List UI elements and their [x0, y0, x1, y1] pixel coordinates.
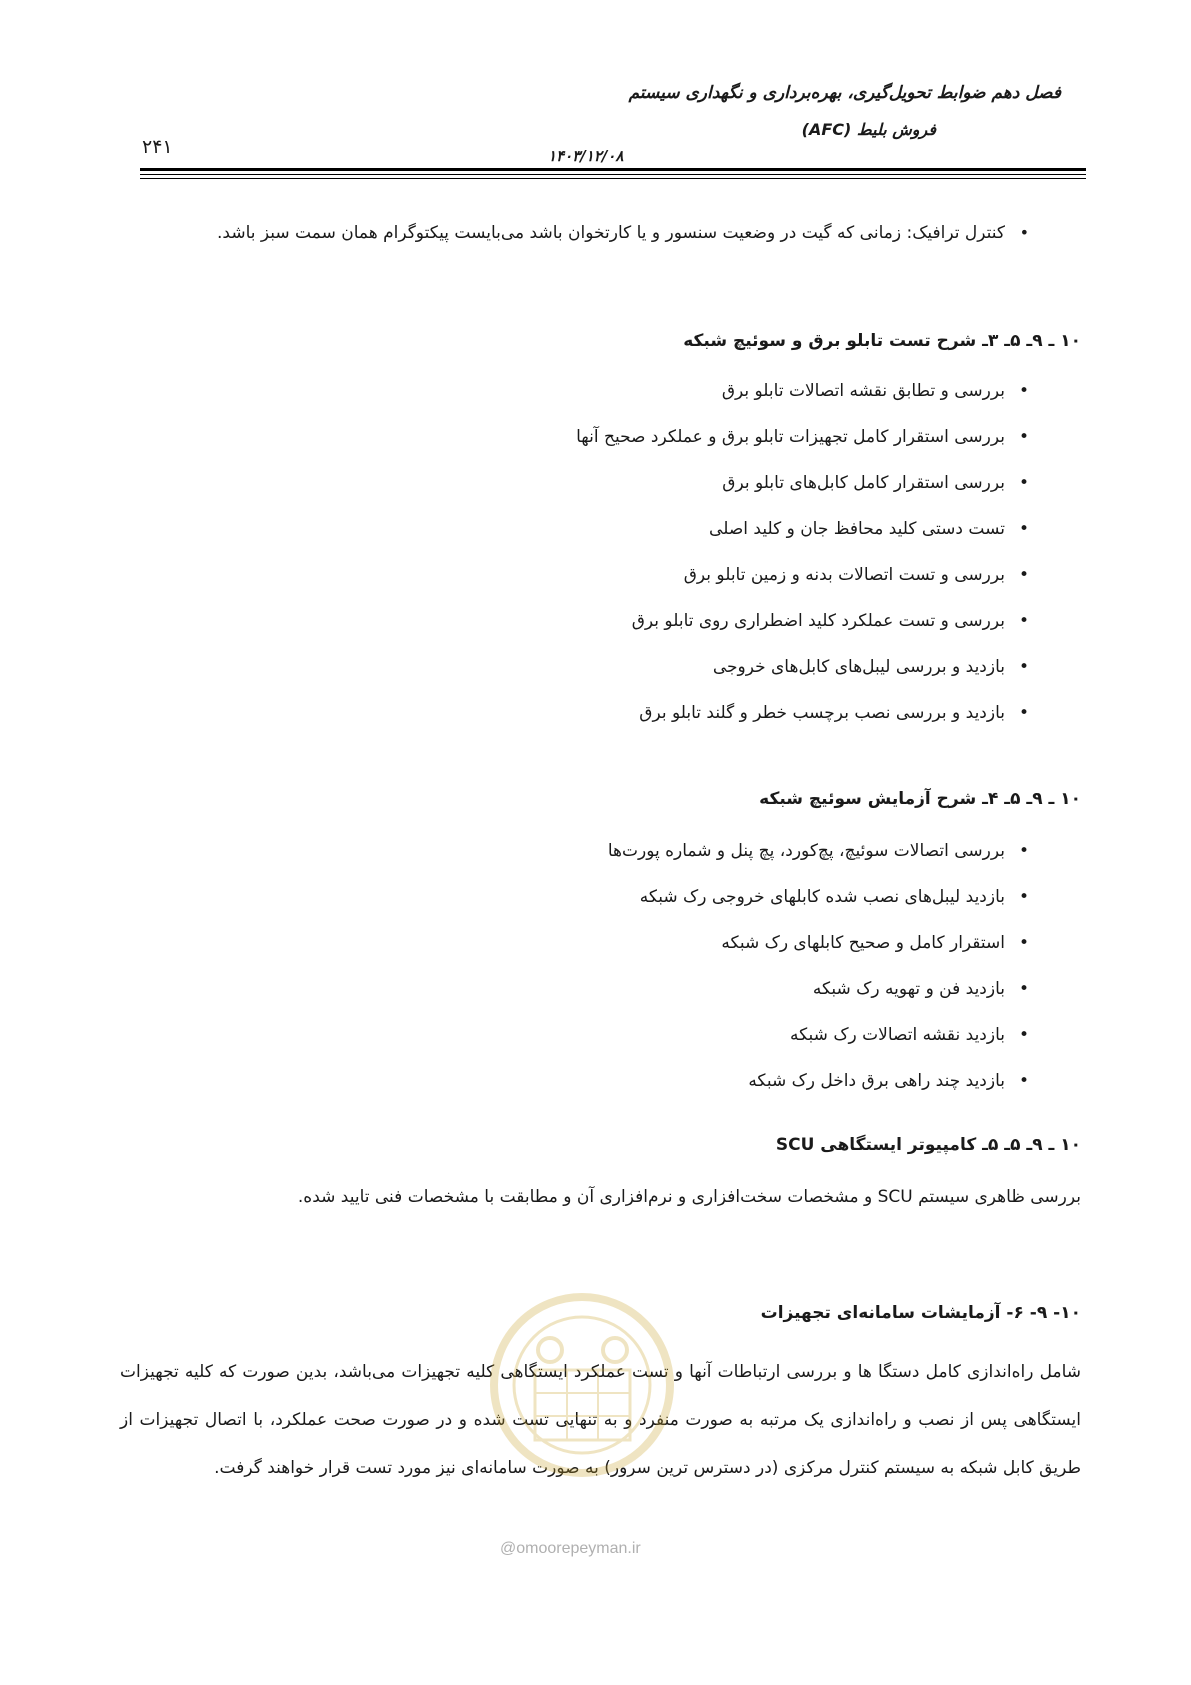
section-3-list — [120, 368, 1081, 736]
section-4-heading: ۱۰ ـ ۹ـ ۵ـ ۴ـ شرح آزمایش سوئیچ شبکه — [759, 789, 1081, 809]
header-rule-thin — [140, 174, 1086, 175]
header-chapter-subtitle: فروش بلیط (AFC) — [801, 120, 936, 139]
header-rule-thin — [140, 178, 1086, 179]
section-5-heading: ۱۰ ـ ۹ـ ۵ـ ۵ـ کامپیوتر ایستگاهی SCU — [775, 1135, 1081, 1155]
header-rule — [140, 168, 1086, 171]
section-3 — [120, 326, 1081, 736]
list-item: • بازدید لیبل‌های نصب شده کابلهای خروجی رک شبکه — [120, 874, 1081, 920]
header-date: ۱۴۰۳/۱۲/۰۸ — [548, 147, 624, 165]
intro-bullet: • کنترل ترافیک: زمانی که گیت در وضعیت سنسور و یا کارتخوان باشد می‌بایست پیکتوگرام همان سمت سبز باشد. — [120, 210, 1081, 256]
list-item: • تست دستی کلید محافظ جان و کلید اصلی — [120, 506, 1081, 552]
list-item: • بازدید چند راهی برق داخل رک شبکه — [120, 1058, 1081, 1104]
list-item: • بررسی و تست عملکرد کلید اضطراری روی تابلو برق — [120, 598, 1081, 644]
list-item: • بررسی اتصالات سوئیچ، پچ‌کورد، پچ پنل و شماره پورت‌ها — [120, 828, 1081, 874]
section-4-list — [120, 828, 1081, 1104]
watermark-seal — [490, 1270, 675, 1500]
list-item: • بررسی استقرار کامل تجهیزات تابلو برق و عملکرد صحیح آنها — [120, 414, 1081, 460]
section-3-heading: ۱۰ ـ ۹ـ ۵ـ ۳ـ شرح تست تابلو برق و سوئیچ شبکه — [683, 331, 1081, 351]
header-chapter-title: فصل دهم ضوابط تحویل‌گیری، بهره‌برداری و نگهداری سیستم — [628, 83, 1061, 103]
section-4 — [120, 784, 1081, 1104]
list-item: • بازدید فن و تهویه رک شبکه — [120, 966, 1081, 1012]
list-item: • بررسی و تست اتصالات بدنه و زمین تابلو برق — [120, 552, 1081, 598]
section-5-body: بررسی ظاهری سیستم SCU و مشخصات سخت‌افزاری و نرم‌افزاری آن و مطابقت با مشخصات فنی تایید شده. — [297, 1187, 1081, 1207]
section-5 — [120, 1130, 1081, 1220]
list-item: • استقرار کامل و صحیح کابلهای رک شبکه — [120, 920, 1081, 966]
section-6-body: شامل راه‌اندازی کامل دستگا ها و بررسی ارتباطات آنها و تست عملکرد ایستگاهی کلیه تجهیزات می‌باشد، بدین صورت که کلیه تجهیزات ایستگاهی پس از نصب و راه‌اندازی یک مرتبه به صورت منفرد و به تنهایی تست شده و در صورت صحت عملکرد، با اتصال تجهیزات از طریق کابل شبکه به سیستم کنترل مرکزی (در دسترس ترین سرور) به صورت سامانه‌ای نیز مورد تست قرار خواهند گرفت. — [120, 1362, 1081, 1478]
page-number: ۲۴۱ — [142, 136, 173, 158]
list-item: • بازدید و بررسی لیبل‌های کابل‌های خروجی — [120, 644, 1081, 690]
list-item: • بررسی و تطابق نقشه اتصالات تابلو برق — [120, 368, 1081, 414]
section-6-heading: ۱۰- ۹- ۶- آزمایشات سامانه‌ای تجهیزات — [760, 1303, 1081, 1323]
watermark-site-text: @omoorepeyman.ir — [500, 1540, 641, 1557]
list-item: • بازدید نقشه اتصالات رک شبکه — [120, 1012, 1081, 1058]
list-item: • بازدید و بررسی نصب برچسب خطر و گلند تابلو برق — [120, 690, 1081, 736]
list-item: • بررسی استقرار کامل کابل‌های تابلو برق — [120, 460, 1081, 506]
intro-bullet-block — [120, 210, 1081, 256]
